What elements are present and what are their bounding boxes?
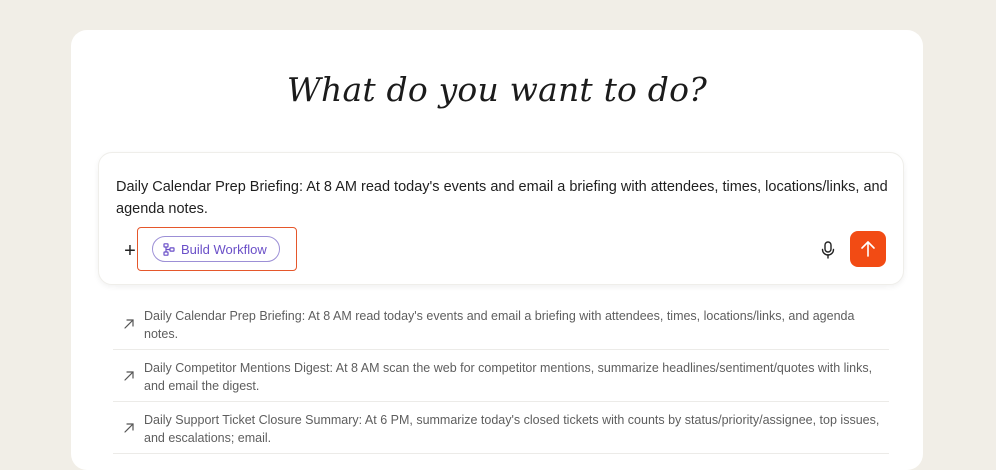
suggestion-item[interactable]	[113, 350, 889, 402]
microphone-icon	[821, 241, 835, 259]
build-workflow-button[interactable]	[152, 236, 280, 262]
suggestion-item[interactable]	[113, 402, 889, 454]
suggestion-list	[113, 298, 889, 454]
main-card	[71, 30, 923, 470]
prompt-input[interactable]: Daily Calendar Prep Briefing: At 8 AM read today's events and email a briefing with attendees, times, locations/links, and agenda notes.	[116, 179, 888, 217]
prompt-composer[interactable]	[98, 152, 904, 285]
microphone-button[interactable]	[817, 238, 839, 262]
build-workflow-label: Build Workflow	[181, 241, 267, 257]
page-title: What do you want to do?	[286, 70, 708, 109]
suggestion-text: Daily Calendar Prep Briefing: At 8 AM read today's events and email a briefing with attendees, times, locations/links, and agenda notes.	[144, 309, 855, 341]
send-button[interactable]	[850, 231, 886, 267]
suggestion-item[interactable]	[113, 298, 889, 350]
arrow-up-right-icon	[123, 422, 135, 434]
add-attachment-button[interactable]: +	[124, 240, 136, 262]
suggestion-text: Daily Support Ticket Closure Summary: At 6 PM, summarize today's closed tickets with counts by status/priority/assignee, top issues, and escalations; email.	[144, 413, 880, 445]
suggestion-text: Daily Competitor Mentions Digest: At 8 AM scan the web for competitor mentions, summarize headlines/sentiment/quotes with links, and email the digest.	[144, 361, 873, 393]
workflow-icon	[163, 243, 175, 256]
arrow-up-right-icon	[123, 318, 135, 330]
arrow-up-right-icon	[123, 370, 135, 382]
arrow-up-icon	[860, 240, 876, 258]
